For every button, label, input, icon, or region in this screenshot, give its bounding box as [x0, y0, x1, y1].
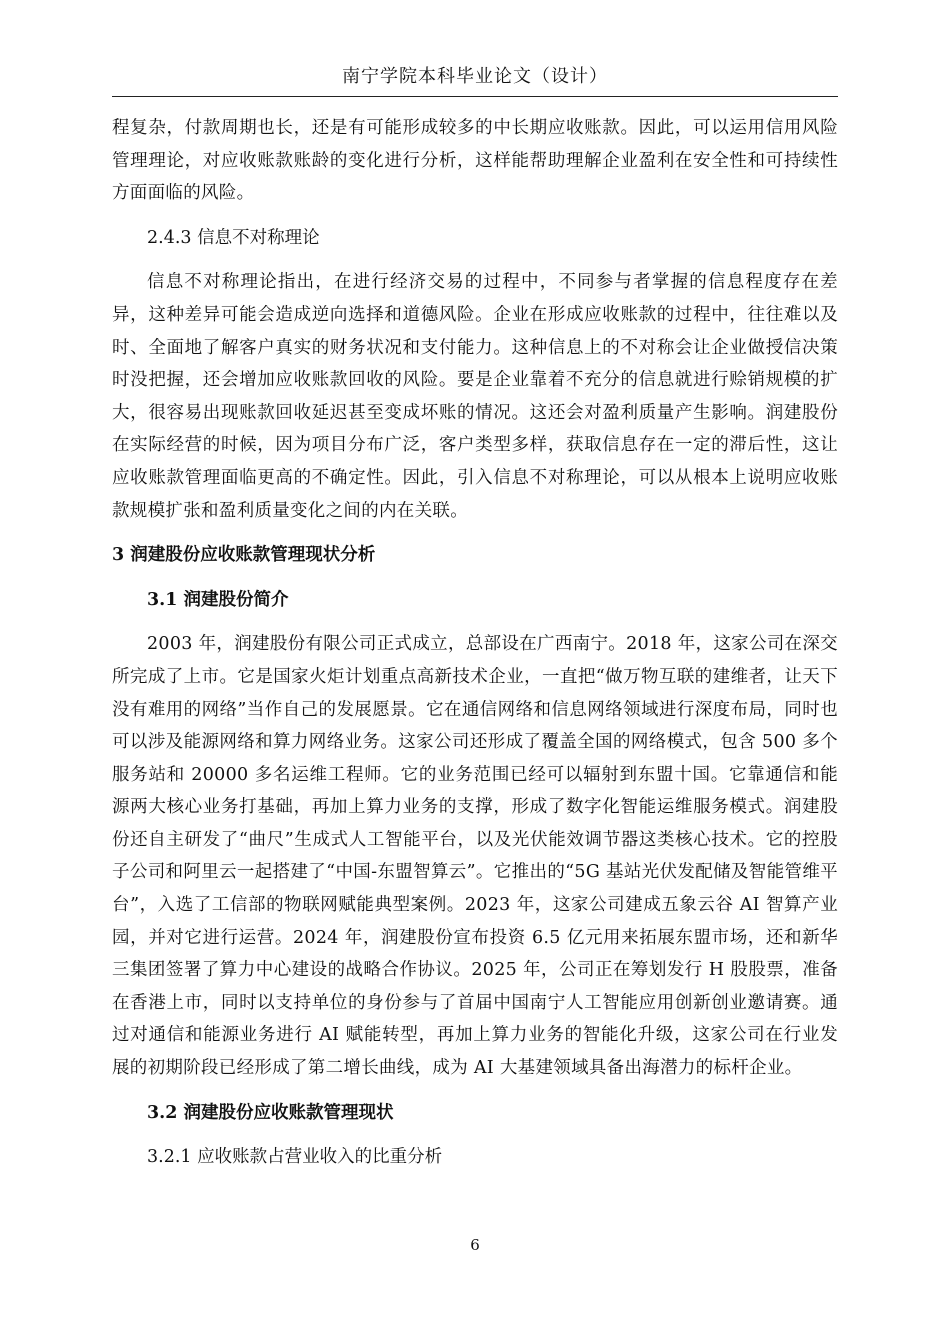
heading-3-1: 3.1 润建股份简介 [147, 589, 289, 610]
header-title: 南宁学院本科毕业论文（设计） [342, 66, 608, 87]
page-number: 6 [470, 1236, 480, 1254]
heading-3-2: 3.2 润建股份应收账款管理现状 [147, 1102, 394, 1123]
paragraph-information-asymmetry: 信息不对称理论指出，在进行经济交易的过程中，不同参与者掌握的信息程度存在差异，这种差异可能会造成逆向选择和道德风险。企业在形成应收账款的过程中，往往难以及时、全面地了解客户真实的财务状况和支付能力。这种信息上的不对称会让企业做授信决策时没把握，还会增加应收账款回收的风险。要是企业靠着不充分的信息就进行赊销规模的扩大，很容易出现账款回收延迟甚至变成坏账的情况。这还会对盈利质量产生影响。润建股份在实际经营的时候，因为项目分布广泛，客户类型多样，获取信息存在一定的滞后性，这让应收账款管理面临更高的不确定性。因此，引入信息不对称理论，可以从根本上说明应收账款规模扩张和盈利质量变化之间的内在关联。 [112, 272, 838, 521]
heading-2-4-3: 2.4.3 信息不对称理论 [147, 227, 320, 248]
paragraph-continued: 程复杂，付款周期也长，还是有可能形成较多的中长期应收账款。因此，可以运用信用风险管理理论，对应收账款账龄的变化进行分析，这样能帮助理解企业盈利在安全性和可持续性方面面临的风险。 [112, 118, 838, 204]
heading-chapter-3: 3 润建股份应收账款管理现状分析 [112, 545, 376, 566]
heading-3-2-1: 3.2.1 应收账款占营业收入的比重分析 [147, 1147, 443, 1168]
paragraph-company-intro: 2003 年，润建股份有限公司正式成立，总部设在广西南宁。2018 年，这家公司在深交所完成了上市。它是国家火炬计划重点高新技术企业，一直把“做万物互联的建维者，让天下没有难用的网络”当作自己的发展愿景。它在通信网络和信息网络领域进行深度布局，同时也可以涉及能源网络和算力网络业务。这家公司还形成了覆盖全国的网络模式，包含 500 多个服务站和 20000 多名运维工程师。它的业务范围已经可以辐射到东盟十国。它靠通信和能源两大核心业务打基础，再加上算力业务的支撑，形成了数字化智能运维服务模式。润建股份还自主研发了“曲尺”生成式人工智能平台，以及光伏能效调节器这类核心技术。它的控股子公司和阿里云一起搭建了“中国-东盟智算云”。它推出的“5G 基站光伏发配储及智能管维平台”，入选了工信部的物联网赋能典型案例。2023 年，这家公司建成五象云谷 AI 智算产业园，并对它进行运营。2024 年，润建股份宣布投资 6.5 亿元用来拓展东盟市场，还和新华三集团签署了算力中心建设的战略合作协议。2025 年，公司正在筹划发行 H 股股票，准备在香港上市，同时以支持单位的身份参与了首届中国南宁人工智能应用创新创业邀请赛。通过对通信和能源业务进行 AI 赋能转型，再加上算力业务的智能化升级，这家公司在行业发展的初期阶段已经形成了第二增长曲线，成为 AI 大基建领域具备出海潜力的标杆企业。 [112, 634, 838, 1079]
page-header [112, 58, 838, 97]
document-body [112, 112, 838, 1174]
